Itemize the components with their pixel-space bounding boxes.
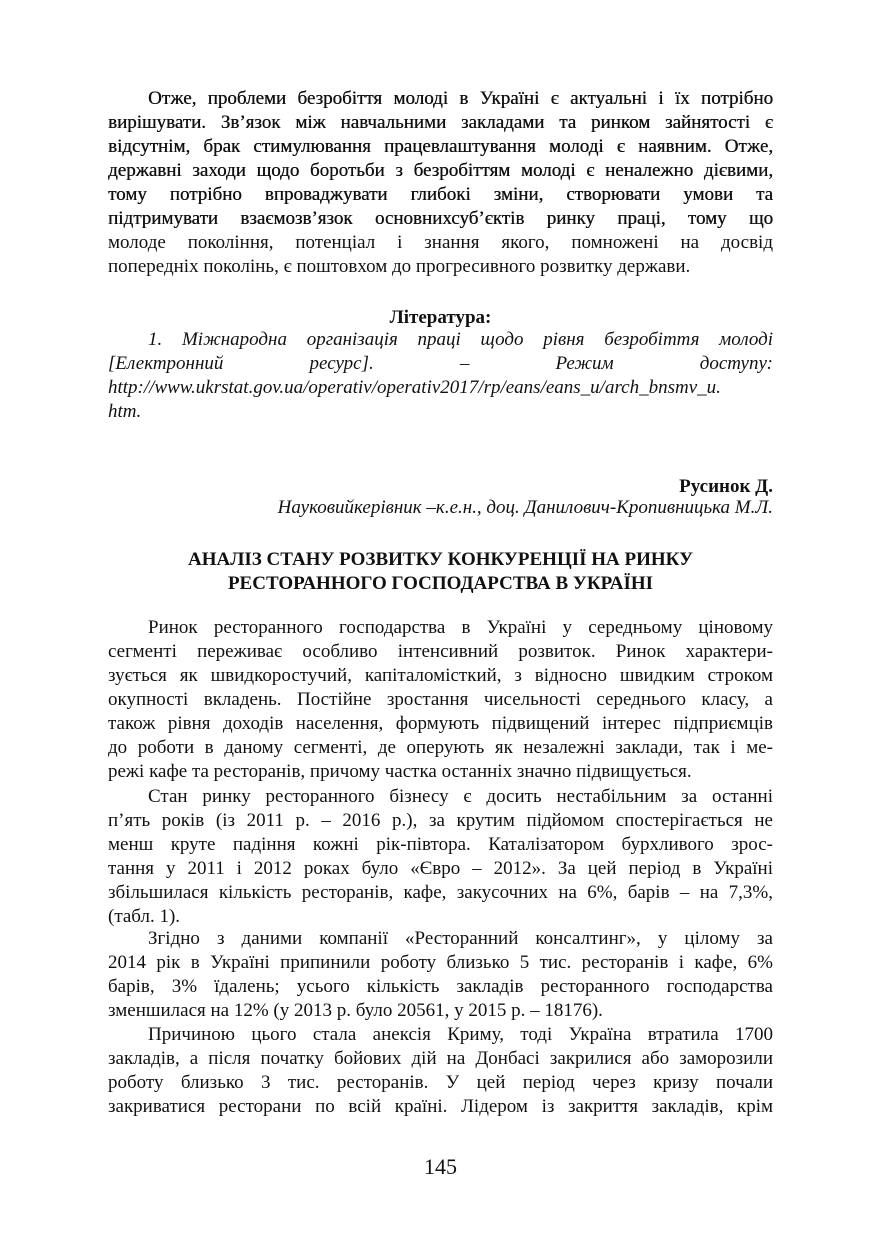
text-line: режі кафе та ресторанів, причому частка останніх значно підвищується. (108, 761, 692, 782)
text-line: тому потрібно впроваджувати глибокі зміни, створювати умови та (108, 184, 773, 205)
page-number: 145 (424, 1154, 457, 1179)
reference-line: 1. Міжнародна організація праці щодо рівня безробіття молоді (148, 329, 773, 350)
title-line: АНАЛІЗ СТАНУ РОЗВИТКУ КОНКУРЕНЦІЇ НА РИНКУ (187, 549, 694, 570)
text-line: також рівня доходів населення, формують підвищений інтерес підприємців (108, 713, 773, 734)
text-line: барів, 3% їдалень; усього кількість закладів ресторанного господарства (108, 976, 773, 997)
text-line: п’ять років (із 2011 р. – 2016 р.), за крутим підйомом спостерігається не (108, 810, 773, 831)
text-line: підтримувати взаємозв’язок основнихсуб’єктів ринку праці, тому що (108, 208, 773, 229)
text-line: роботу близько 3 тис. ресторанів. У цей період через кризу почали (108, 1072, 773, 1093)
text-line: Ринок ресторанного господарства в Україні у середньому ціновому (148, 617, 773, 638)
text-line: сегменті переживає особливо інтенсивний розвиток. Ринок характери- (108, 641, 773, 662)
text-line: 2014 рік в Україні припинили роботу близько 5 тис. ресторанів і кафе, 6% (108, 952, 773, 973)
text-line: збільшилася кількість ресторанів, кафе, закусочних на 6%, барів – на 7,3%, (108, 882, 773, 903)
body-paragraph-4 (108, 1023, 773, 1119)
text-line: до роботи в даному сегменті, де оперують як незалежні заклади, так і ме- (108, 737, 773, 758)
text-line: Отже, проблеми безробіття молоді в Україні є актуальні і їх потрібно (148, 88, 773, 109)
text-line: Згідно з даними компанії «Ресторанний консалтинг», у цілому за (148, 928, 773, 949)
article-title (108, 548, 773, 596)
text-line: попередніх поколінь, є поштовхом до прогресивного розвитку держави. (108, 256, 691, 277)
author-name: Русинок Д. (679, 476, 773, 497)
body-paragraph-3 (108, 927, 773, 1023)
literature-heading: Література: (389, 307, 492, 328)
reference-line: [Електронний ресурс]. – Режим доступу: (108, 353, 773, 374)
text-line: вирішувати. Зв’язок між навчальними закладами та ринком зайнятості є (108, 112, 773, 133)
body-paragraph-2 (108, 785, 773, 929)
text-line: молоде покоління, потенціал і знання якого, помножені на досвід (108, 232, 773, 253)
text-line: менш круте падіння кожні рік-півтора. Каталізатором бурхливого зрос- (108, 834, 773, 855)
body-paragraph-1 (108, 616, 773, 784)
text-line: відсутнім, брак стимулювання працевлаштування молоді є наявним. Отже, (108, 136, 773, 157)
title-line: РЕСТОРАННОГО ГОСПОДАРСТВА В УКРАЇНІ (227, 573, 654, 594)
text-line: зується як швидкоростучий, капіталомісткий, з відносно швидким строком (108, 665, 773, 686)
text-line: окупності вкладень. Постійне зростання чисельності середнього класу, а (108, 689, 773, 710)
supervisor-line: Науковийкерівник –к.е.н., доц. Данилович-Кропивницька М.Л. (277, 497, 773, 518)
reference-line: htm. (108, 401, 142, 422)
text-line: зменшилася на 12% (у 2013 р. було 20561, у 2015 р. – 18176). (108, 1000, 603, 1021)
reference-line: http://www.ukrstat.gov.ua/operativ/operativ2017/rp/eans/eans_u/arch_bnsmv_u. (108, 377, 721, 398)
text-line: Причиною цього стала анексія Криму, тоді Україна втратила 1700 (148, 1024, 773, 1045)
conclusion-paragraph (108, 87, 773, 279)
text-line: закриватися ресторани по всій країні. Лідером із закриття закладів, крім (108, 1096, 773, 1117)
text-line: (табл. 1). (108, 906, 181, 927)
text-line: закладів, а після початку бойових дій на Донбасі закрилися або заморозили (108, 1048, 773, 1069)
text-line: тання у 2011 і 2012 роках було «Євро – 2012». За цей період в Україні (108, 858, 773, 879)
text-line: Стан ринку ресторанного бізнесу є досить нестабільним за останні (148, 786, 773, 807)
reference-list (108, 328, 773, 424)
text-line: державні заходи щодо боротьби з безробіттям молоді є неналежно дієвими, (108, 160, 773, 181)
